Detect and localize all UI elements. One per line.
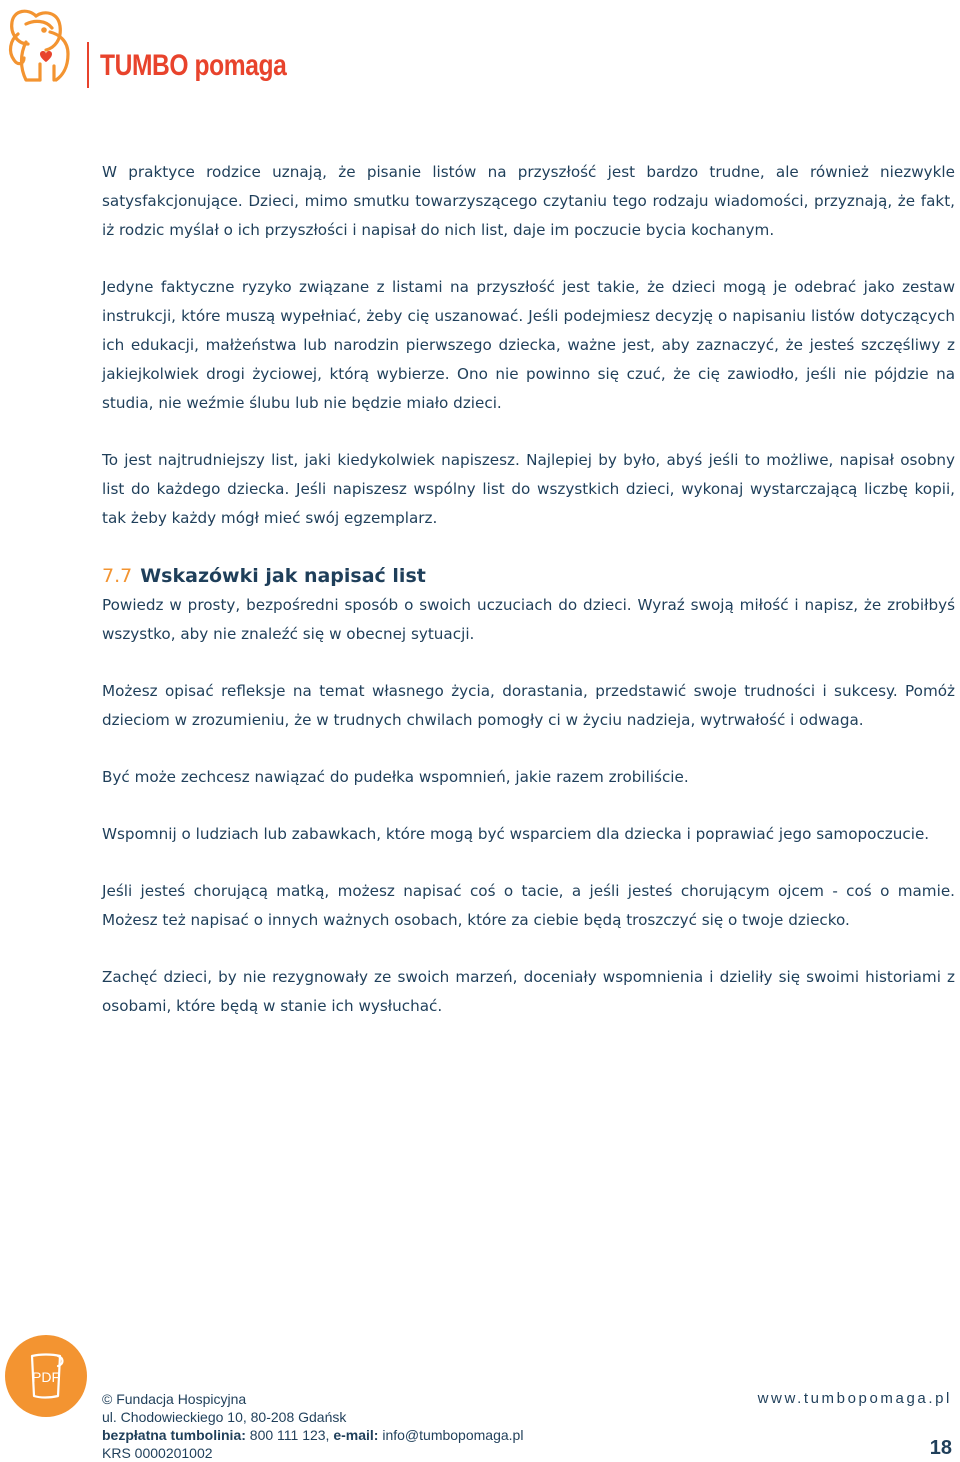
paragraph-2: Jedyne faktyczne ryzyko związane z listami na przyszłość jest takie, że dzieci mogą je odebrać jako zestaw instrukcji, które muszą wypełniać, żeby cię uszanować. Jeśli podejmiesz decyzję o napisaniu listów dotyczących ich edukacji, małżeństwa lub narodzin pierwszego dziecka, ważne jest, aby zaznaczyć, że jesteś szczęśliwy z jakiejkolwiek drogi życiowej, którą wybierze. Ono nie powinno się czuć, że cię zawiodło, jeśli nie pójdzie na studia, nie weźmie ślubu lub nie będzie miało dzieci.: [102, 278, 955, 412]
elephant-logo-icon: [6, 4, 78, 90]
section-number: 7.7: [102, 565, 133, 587]
pdf-icon[interactable]: [4, 1334, 88, 1418]
page-header: [0, 0, 960, 100]
footer-contact-line: [102, 1426, 702, 1444]
paragraph-4: Powiedz w prosty, bezpośredni sposób o swoich uczuciach do dzieci. Wyraź swoją miłość i napisz, że zrobiłbyś wszystko, aby nie znaleźć się w obecnej sytuacji.: [102, 596, 955, 643]
helpline-label: bezpłatna tumbolinia:: [102, 1427, 246, 1443]
footer-contact: [102, 1390, 702, 1462]
paragraph-7: Wspomnij o ludziach lub zabawkach, które mogą być wsparciem dla dziecka i poprawiać jego samopoczucie.: [102, 825, 930, 843]
paragraph-6: Być może zechcesz nawiązać do pudełka wspomnień, jakie razem zrobiliście.: [102, 768, 689, 786]
logo-divider: [87, 42, 89, 88]
pdf-label: PDF: [32, 1369, 60, 1385]
page-number: 18: [929, 1437, 952, 1459]
footer-address: ul. Chodowieckiego 10, 80-208 Gdańsk: [102, 1409, 347, 1425]
paragraph-1: W praktyce rodzice uznają, że pisanie listów na przyszłość jest bardzo trudne, ale również niezwykle satysfakcjonujące. Dzieci, mimo smutku towarzyszącego czytaniu tego rodzaju wiadomości, przyznają, że fakt, iż rodzic myślał o ich przyszłości i napisał do nich list, daje im poczucie bycia kochanym.: [102, 163, 955, 239]
paragraph-5: Możesz opisać refleksje na temat własnego życia, dorastania, przedstawić swoje trudności i sukcesy. Pomóż dzieciom w zrozumieniu, że w trudnych chwilach pomogły ci w życiu nadzieja, wytrwałość i odwaga.: [102, 682, 955, 729]
section-title: Wskazówki jak napisać list: [140, 565, 426, 587]
email-label: e-mail:: [333, 1427, 379, 1443]
paragraph-9: Zachęć dzieci, by nie rezygnowały ze swoich marzeń, doceniały wspomnienia i dzieliły się swoimi historiami z osobami, które będą w stanie ich wysłuchać.: [102, 968, 955, 1015]
email-link[interactable]: info@tumbopomaga.pl: [382, 1427, 524, 1443]
paragraph-8: Jeśli jesteś chorującą matką, możesz napisać coś o tacie, a jeśli jesteś chorującym ojcem - coś o mamie. Możesz też napisać o innych ważnych osobach, które za ciebie będą troszczyć się o twoje dziecko.: [102, 882, 955, 929]
footer-org: © Fundacja Hospicyjna: [102, 1391, 247, 1407]
website-link[interactable]: www.tumbopomaga.pl: [757, 1390, 952, 1407]
helpline-value: 800 111 123,: [249, 1427, 330, 1443]
main-content: [102, 158, 955, 1049]
footer-krs: KRS 0000201002: [102, 1445, 213, 1461]
section-heading: [102, 561, 955, 591]
paragraph-3: To jest najtrudniejszy list, jaki kiedykolwiek napiszesz. Najlepiej by było, abyś jeśli to możliwe, napisał osobny list do każdego dziecka. Jeśli napiszesz wspólny list do wszystkich dzieci, wykonaj wystarczającą liczbę kopii, tak żeby każdy mógł mieć swój egzemplarz.: [102, 451, 955, 527]
brand-title: TUMBO pomaga: [100, 49, 287, 82]
